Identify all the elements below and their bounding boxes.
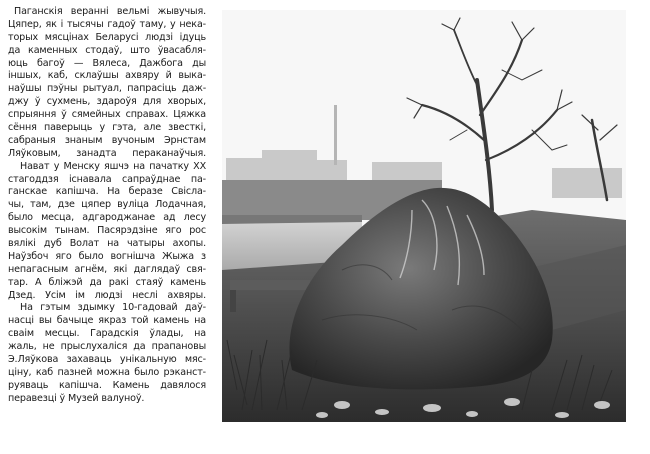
- photo-illustration: [222, 10, 626, 422]
- text-line: Наўзбоч яго было вогнішча Жыжа з: [8, 250, 206, 262]
- paragraph-2: [8, 161, 206, 303]
- text-line: непагасным агнём, які даглядаў свя-: [8, 263, 206, 275]
- text-line: чы, там, дзе цяпер вуліца Лодачная,: [8, 199, 206, 211]
- article-text-column: [8, 6, 206, 406]
- text-line: Цяпер, як і тысячы гадоў таму, у нека-: [8, 18, 206, 30]
- text-line: ціну, каб пазней можна было рэканст-: [8, 366, 206, 378]
- text-line: насці вы бачыце якраз той камень на: [8, 315, 206, 327]
- text-line: сваім месцы. Гарадскія ўлады, на: [8, 328, 206, 340]
- text-line: джу ў сухмень, здароўя для хворых,: [8, 96, 206, 108]
- text-line: Дзед. Усім ім людзі неслі ахвяры.: [8, 289, 206, 301]
- text-line: спрыяння ў сямейных справах. Цяжка: [8, 109, 206, 121]
- text-line: стагоддзя існавала сапраўднае па-: [8, 173, 206, 185]
- text-line: перавезці ў Музей валуноў.: [8, 392, 145, 404]
- text-line: Нават у Менску яшчэ на пачатку XX: [20, 160, 206, 172]
- text-line: сёння паверыць у гэта, але звесткі,: [8, 122, 206, 134]
- text-line: юць багоў — Вялеса, Дажбога ды: [8, 57, 206, 69]
- text-line: было месца, адгароджанае ад лесу: [8, 212, 206, 224]
- text-line: торых мясцінах Беларусі людзі ідуць: [8, 31, 206, 43]
- text-line: Ляўковым, занадта пераканаўчыя.: [8, 147, 206, 159]
- text-line: сабраныя знаным вучоным Эрнстам: [8, 134, 206, 146]
- text-line: іншых, каб, склаўшы ахвяру й выка-: [8, 70, 206, 82]
- text-line: жаль, не прыслухаліся да прапановы: [8, 341, 206, 353]
- text-line: Паганскія веранні вельмі жывучыя.: [14, 6, 206, 17]
- text-line: тар. А бліжэй да ракі стаяў камень: [8, 276, 206, 288]
- paragraph-3: [8, 302, 206, 405]
- text-line: Э.Ляўкова захаваць унікальную мяс-: [8, 354, 206, 366]
- text-line: ганскае капішча. На беразе Свісла-: [8, 186, 206, 198]
- text-line: вялікі дуб Волат на чатыры ахопы.: [8, 238, 206, 250]
- text-line: наўшы пэўны рытуал, папрасіць даж-: [8, 83, 206, 95]
- text-line: руяваць капішча. Камень давялося: [8, 379, 206, 391]
- text-line: да каменных стодаў, што ўвасабля-: [8, 44, 206, 56]
- paragraph-1: [8, 6, 206, 161]
- boulder-photo: [222, 10, 626, 422]
- text-line: высокім тынам. Пасярэдзіне яго рос: [8, 225, 206, 237]
- text-line: На гэтым здымку 10-гадовай даў-: [20, 302, 206, 314]
